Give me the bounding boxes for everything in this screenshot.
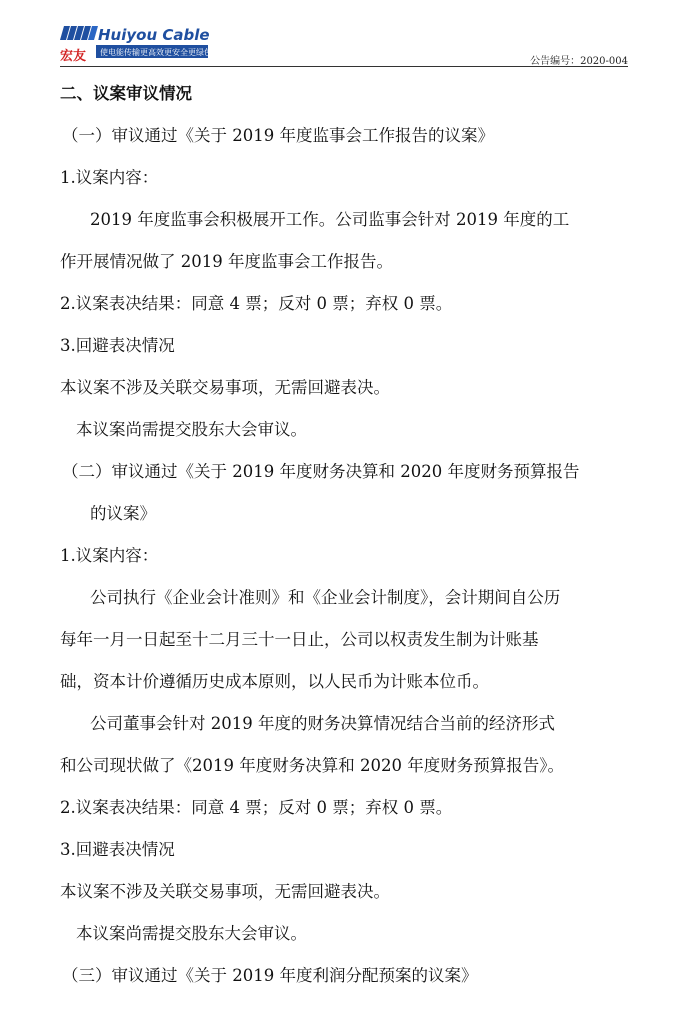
- motion-2-avoidance-text: 本议案不涉及关联交易事项，无需回避表决。: [60, 882, 390, 901]
- motion-2-avoidance-label: 3.回避表决情况: [60, 840, 175, 859]
- motion-1-heading: （一）审议通过《关于 2019 年度监事会工作报告的议案》: [62, 126, 494, 145]
- header-divider: [60, 66, 628, 67]
- motion-3-heading: （三）审议通过《关于 2019 年度利润分配预案的议案》: [62, 966, 478, 985]
- motion-2-content-label: 1.议案内容：: [60, 546, 159, 565]
- motion-2-content-line-1: 公司执行《企业会计准则》和《企业会计制度》，会计期间自公历: [90, 588, 561, 607]
- announcement-number: 公告编号：2020-004: [530, 56, 628, 67]
- motion-1-vote-result: 2.议案表决结果：同意 4 票；反对 0 票；弃权 0 票。: [60, 294, 453, 313]
- motion-1-content-line-1: 2019 年度监事会积极展开工作。公司监事会针对 2019 年度的工: [90, 210, 570, 229]
- svg-text:Huiyou Cable: Huiyou Cable: [98, 26, 210, 44]
- motion-2-content-line-5: 和公司现状做了《2019 年度财务决算和 2020 年度财务预算报告》。: [60, 756, 564, 775]
- motion-1-content-line-2: 作开展情况做了 2019 年度监事会工作报告。: [60, 252, 393, 271]
- motion-1-content-label: 1.议案内容：: [60, 168, 159, 187]
- cable-logo-icon: [60, 26, 98, 40]
- motion-1-avoidance-text: 本议案不涉及关联交易事项，无需回避表决。: [60, 378, 390, 397]
- motion-2-heading-line-2: 的议案》: [90, 504, 156, 523]
- svg-text:使电能传输更高效更安全更绿色: 使电能传输更高效更安全更绿色: [100, 48, 212, 57]
- section-title: 二、议案审议情况: [60, 84, 192, 103]
- svg-text:宏友: 宏友: [60, 49, 87, 64]
- motion-1-submit-note: 本议案尚需提交股东大会审议。: [76, 420, 307, 439]
- page-header: [60, 18, 628, 66]
- motion-2-content-line-4: 公司董事会针对 2019 年度的财务决算情况结合当前的经济形式: [90, 714, 555, 733]
- motion-2-heading-line-1: （二）审议通过《关于 2019 年度财务决算和 2020 年度财务预算报告: [62, 462, 580, 481]
- motion-2-content-line-3: 础，资本计价遵循历史成本原则，以人民币为计账本位币。: [60, 672, 489, 691]
- company-logo: [60, 18, 220, 66]
- motion-1-avoidance-label: 3.回避表决情况: [60, 336, 175, 355]
- motion-2-submit-note: 本议案尚需提交股东大会审议。: [76, 924, 307, 943]
- motion-2-vote-result: 2.议案表决结果：同意 4 票；反对 0 票；弃权 0 票。: [60, 798, 453, 817]
- motion-2-content-line-2: 每年一月一日起至十二月三十一日止，公司以权责发生制为计账基: [60, 630, 539, 649]
